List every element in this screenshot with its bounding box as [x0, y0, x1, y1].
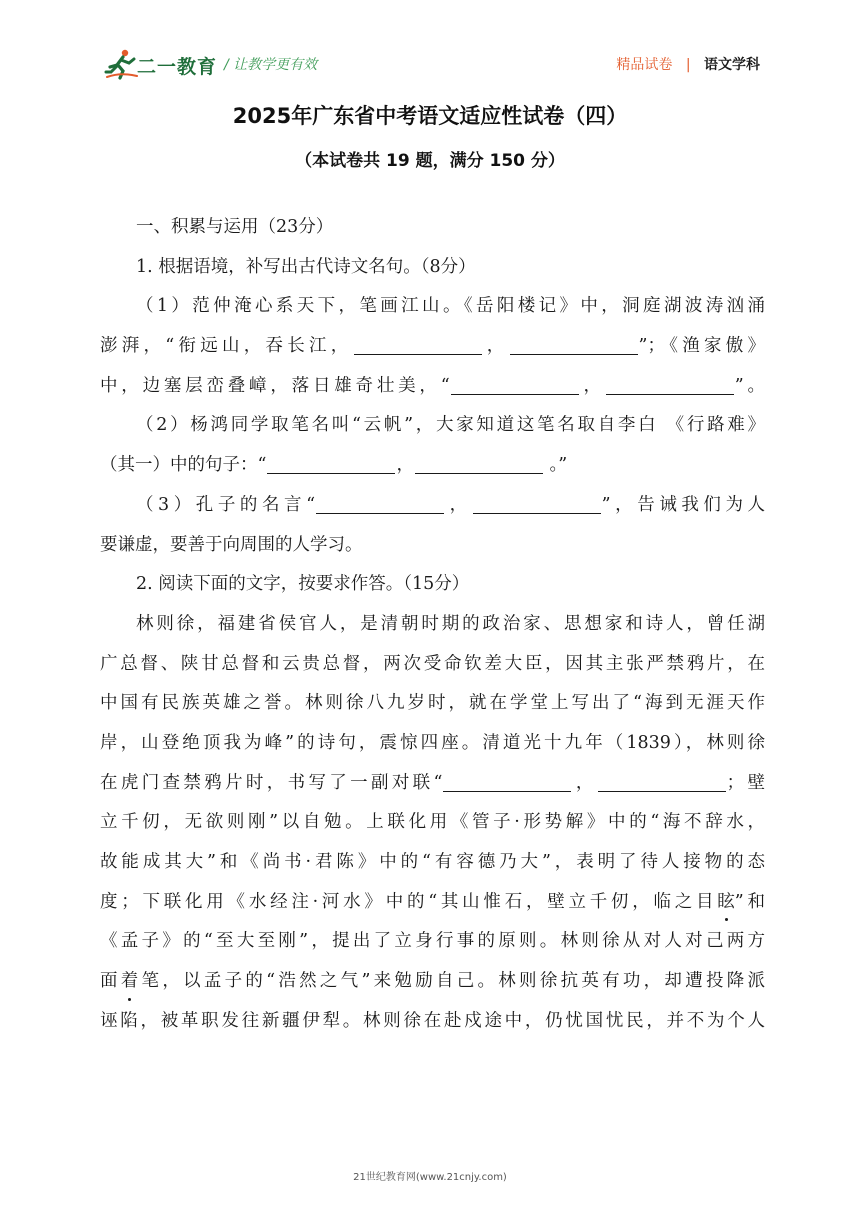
answer-blank[interactable]	[451, 393, 579, 395]
answer-blank[interactable]	[267, 472, 395, 474]
brand-logo[interactable]	[104, 48, 218, 80]
text-segment: 立千仞，无欲则刚”以自勉。上联化用《管子·形势解》中的“海不辞水，	[100, 812, 765, 833]
text-segment: 一、积累与运用（23分）	[136, 217, 334, 237]
text-segment: 1. 根据语境，补写出古代诗文名句。（8分）	[136, 256, 476, 277]
text-line	[100, 406, 765, 446]
answer-blank[interactable]	[473, 512, 601, 514]
text-segment: ，	[572, 772, 597, 793]
answer-blank[interactable]	[443, 790, 571, 792]
text-segment: ”和	[734, 891, 765, 912]
text-segment: 在虎门查禁鸦片时，书写了一副对联“	[100, 772, 443, 793]
text-segment: ，	[579, 375, 605, 396]
text-segment: 要谦虚，要善于向周围的人学习。	[100, 534, 363, 555]
text-segment: ，	[445, 494, 472, 515]
text-segment: 诬陷，被革职发往新疆伊犁。林则徐在赴戍途中，仍忧国忧民，并不为个人	[100, 1010, 765, 1031]
text-line	[100, 724, 765, 764]
header-right	[616, 54, 760, 74]
subject-label: 语文学科	[704, 57, 760, 73]
text-segment: 林则徐，福建省侯官人，是清朝时期的政治家、思想家和诗人，曾任湖	[136, 613, 765, 634]
text-segment: 岸，山登绝顶我为峰”的诗句，震惊四座。清道光十九年（1839），林则徐	[100, 732, 765, 753]
text-line	[100, 526, 765, 566]
text-line	[100, 645, 765, 685]
text-segment: 2. 阅读下面的文字，按要求作答。（15分）	[136, 574, 470, 595]
text-segment: 澎湃，“衔远山，吞长江，	[100, 336, 353, 357]
text-segment: ”。	[734, 375, 765, 396]
text-segment: ，	[396, 455, 414, 476]
text-line	[100, 327, 765, 367]
emphasis-dot-char: 眩	[717, 883, 735, 923]
text-segment: （3）孔子的名言“	[136, 494, 316, 515]
text-line	[100, 883, 765, 923]
text-segment: 。”	[543, 455, 568, 476]
answer-blank[interactable]	[415, 472, 543, 474]
text-line	[100, 1002, 765, 1042]
text-segment: 面	[100, 971, 121, 992]
text-segment: 中，边塞层峦叠嶂，落日雄奇壮美，“	[100, 375, 450, 396]
page-header	[0, 0, 860, 100]
exam-content	[100, 208, 765, 1041]
quality-label: 精品试卷	[616, 57, 673, 73]
text-line	[100, 962, 765, 1002]
text-segment: 中国有民族英雄之誉。林则徐八九岁时，就在学堂上写出了“海到无涯天作	[100, 693, 765, 714]
section-heading	[100, 208, 765, 248]
text-line	[100, 803, 765, 843]
text-line	[100, 367, 765, 407]
text-line	[100, 287, 765, 327]
text-line	[100, 446, 765, 486]
answer-blank[interactable]	[598, 790, 726, 792]
page-footer: 21世纪教育网(www.21cnjy.com)	[353, 1172, 507, 1183]
header-separator: |	[685, 57, 691, 73]
slogan: / 让教学更有效	[224, 57, 318, 73]
exam-subtitle: （本试卷共 19 题，满分 150 分）	[295, 151, 565, 171]
text-line	[100, 922, 765, 962]
text-line	[100, 486, 765, 526]
question-1-prompt	[100, 248, 765, 288]
text-line	[100, 684, 765, 724]
text-line	[100, 605, 765, 645]
text-segment: （其一）中的句子：“	[100, 455, 267, 476]
text-segment: （2）杨鸿同学取笔名叫“云帆”，大家知道这笔名取自李白 《行路难》	[136, 415, 765, 436]
text-segment: 度；下联化用《水经注·河水》中的“其山惟石，壁立千仞，临之目	[100, 891, 718, 912]
text-segment: 故能成其大”和《尚书·君陈》中的“有容德乃大”，表明了待人接物的态	[100, 852, 765, 872]
text-segment: ；壁	[726, 772, 765, 793]
text-line	[100, 764, 765, 804]
question-2-prompt	[100, 565, 765, 605]
logo-text: 二一教育	[137, 56, 218, 78]
text-segment: ”；《渔家傲》	[638, 336, 765, 357]
text-segment: 广总督、陕甘总督和云贵总督，两次受命钦差大臣，因其主张严禁鸦片，在	[100, 653, 765, 674]
text-segment: ”，告诫我们为人	[601, 494, 765, 515]
emphasis-dot-char: 着	[121, 962, 139, 1002]
answer-blank[interactable]	[606, 393, 734, 395]
text-segment: （1）范仲淹心系天下，笔画江山。《岳阳楼记》中，洞庭湖波涛汹涌	[136, 296, 765, 317]
runner-icon	[104, 48, 138, 80]
answer-blank[interactable]	[354, 353, 482, 355]
text-line	[100, 843, 765, 883]
answer-blank[interactable]	[316, 512, 444, 514]
text-segment: 《孟子》的“至大至刚”，提出了立身行事的原则。林则徐从对人对己两方	[100, 931, 765, 952]
answer-blank[interactable]	[510, 353, 638, 355]
text-segment: ，	[482, 336, 509, 357]
text-segment: 笔，以孟子的“浩然之气”来勉励自己。林则徐抗英有功，却遭投降派	[138, 971, 765, 992]
exam-title: 2025年广东省中考语文适应性试卷（四）	[232, 104, 628, 128]
